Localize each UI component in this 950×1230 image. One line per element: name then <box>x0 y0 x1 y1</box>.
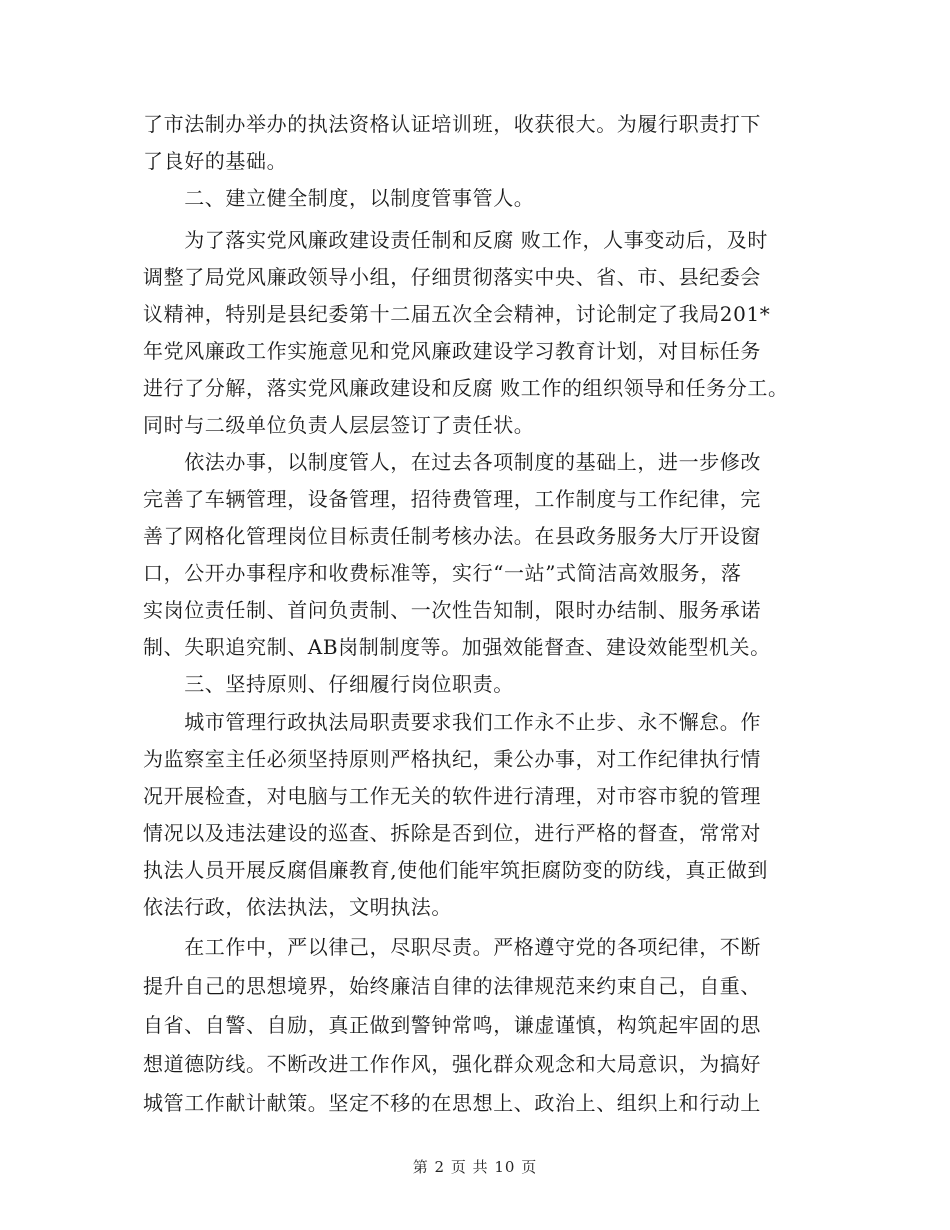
text-line: 提升自己的思想境界，始终廉洁自律的法律规范来约束自己，自重、 <box>143 974 761 998</box>
text-line: 依法办事，以制度管人，在过去各项制度的基础上，进一步修改 <box>143 450 761 474</box>
text-line: 为监察室主任必须坚持原则严格执纪，秉公办事，对工作纪律执行情 <box>143 747 761 771</box>
text-line: 想道德防线。不断改进工作作风，强化群众观念和大局意识，为搞好 <box>143 1052 761 1076</box>
text-line: 了市法制办举办的执法资格认证培训班，收获很大。为履行职责打下 <box>143 112 761 136</box>
text-line: 为了落实党风廉政建设责任制和反腐 败工作，人事变动后，及时 <box>143 228 768 252</box>
text-line: 善了网格化管理岗位目标责任制考核办法。在县政务服务大厅开设窗 <box>143 524 761 548</box>
text-line: 依法行政，依法执法，文明执法。 <box>143 895 452 919</box>
text-line: 口，公开办事程序和收费标准等，实行“一站”式简洁高效服务，落 <box>143 561 742 585</box>
text-line: 城管工作献计献策。坚定不移的在思想上、政治上、组织上和行动上 <box>143 1091 761 1115</box>
text-line: 情况以及违法建设的巡查、拆除是否到位，进行严格的督查，常常对 <box>143 821 761 845</box>
text-line: 城市管理行政执法局职责要求我们工作永不止步、永不懈怠。作 <box>143 710 761 734</box>
text-line: 自省、自警、自励，真正做到警钟常鸣，谦虚谨慎，构筑起牢固的思 <box>143 1013 761 1037</box>
text-line: 制、失职追究制、AB岗制制度等。加强效能督查、建设效能型机关。 <box>143 635 771 659</box>
text-line: 在工作中，严以律己，尽职尽责。严格遵守党的各项纪律，不断 <box>143 935 761 959</box>
text-line: 调整了局党风廉政领导小组，仔细贯彻落实中央、省、市、县纪委会 <box>143 265 761 289</box>
text-line: 执法人员开展反腐倡廉教育,使他们能牢筑拒腐防变的防线，真正做到 <box>143 858 768 882</box>
text-line: 同时与二级单位负责人层层签订了责任状。 <box>143 413 535 437</box>
text-line: 议精神，特别是县纪委第十二届五次全会精神，讨论制定了我局201* <box>143 302 771 326</box>
text-line: 完善了车辆管理，设备管理，招待费管理，工作制度与工作纪律，完 <box>143 487 761 511</box>
text-line: 进行了分解，落实党风廉政建设和反腐 败工作的组织领导和任务分工。 <box>143 376 789 400</box>
text-line: 了良好的基础。 <box>143 149 288 173</box>
text-line: 实岗位责任制、首问负责制、一次性告知制，限时办结制、服务承诺 <box>143 598 761 622</box>
section-heading: 三、坚持原则、仔细履行岗位职责。 <box>143 672 514 696</box>
page-number: 第 2 页 共 10 页 <box>412 1158 538 1176</box>
text-line: 年党风廉政工作实施意见和党风廉政建设学习教育计划，对目标任务 <box>143 339 761 363</box>
section-heading: 二、建立健全制度，以制度管事管人。 <box>143 186 535 210</box>
text-line: 况开展检查，对电脑与工作无关的软件进行清理，对市容市貌的管理 <box>143 784 761 808</box>
